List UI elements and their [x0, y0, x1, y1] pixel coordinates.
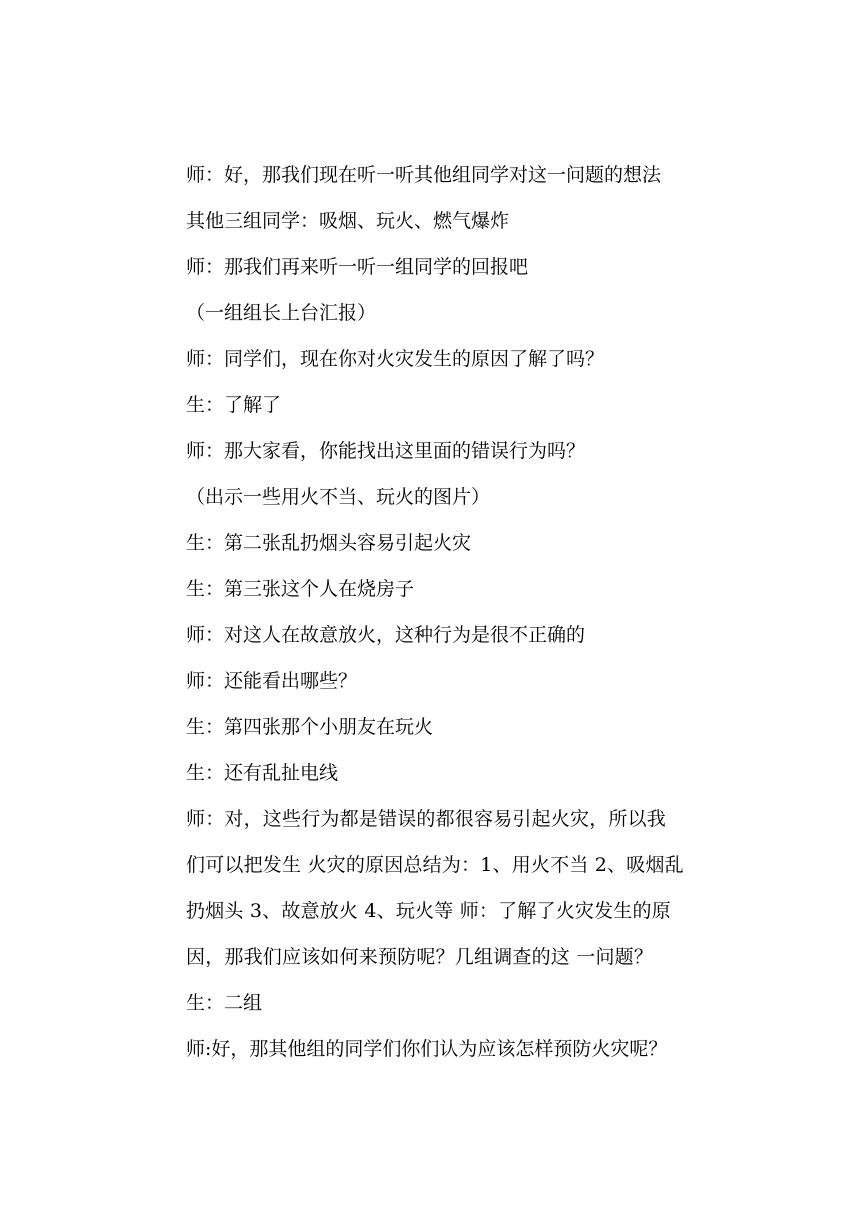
text-line: 们可以把发生 火灾的原因总结为：1、用火不当 2、吸烟乱 — [186, 854, 684, 876]
text-line: 师:好，那其他组的同学们你们认为应该怎样预防火灾呢？ — [186, 1038, 668, 1060]
text-line: （一组组长上台汇报） — [186, 302, 377, 324]
text-line: 因，那我们应该如何来预防呢？几组调查的这 一问题？ — [186, 946, 654, 968]
text-line: 生：第三张这个人在烧房子 — [186, 578, 415, 600]
text-line: 师：好，那我们现在听一听其他组同学对这一问题的想法 — [186, 164, 662, 186]
text-line: 生：了解了 — [186, 394, 282, 416]
text-line: 师：还能看出哪些？ — [186, 670, 358, 692]
text-line: 师：对，这些行为都是错误的都很容易引起火灾，所以我 — [186, 808, 667, 830]
document-body — [186, 152, 686, 1072]
text-line: 扔烟头 3、故意放火 4、玩火等 师：了解了火灾发生的原 — [186, 900, 671, 922]
text-line: 生：第二张乱扔烟头容易引起火灾 — [186, 532, 472, 554]
text-line: 生：第四张那个小朋友在玩火 — [186, 716, 434, 738]
text-line: 生：还有乱扯电线 — [186, 762, 339, 784]
text-line: 生：二组 — [186, 992, 263, 1014]
text-line: （出示一些用火不当、玩火的图片） — [186, 486, 491, 508]
text-line: 师：那我们再来听一听一组同学的回报吧 — [186, 256, 529, 278]
text-line: 师：那大家看，你能找出这里面的错误行为吗？ — [186, 440, 586, 462]
text-line: 其他三组同学：吸烟、玩火、燃气爆炸 — [186, 210, 510, 232]
text-line: 师：同学们，现在你对火灾发生的原因了解了吗？ — [186, 348, 605, 370]
text-line: 师：对这人在故意放火，这种行为是很不正确的 — [186, 624, 586, 646]
